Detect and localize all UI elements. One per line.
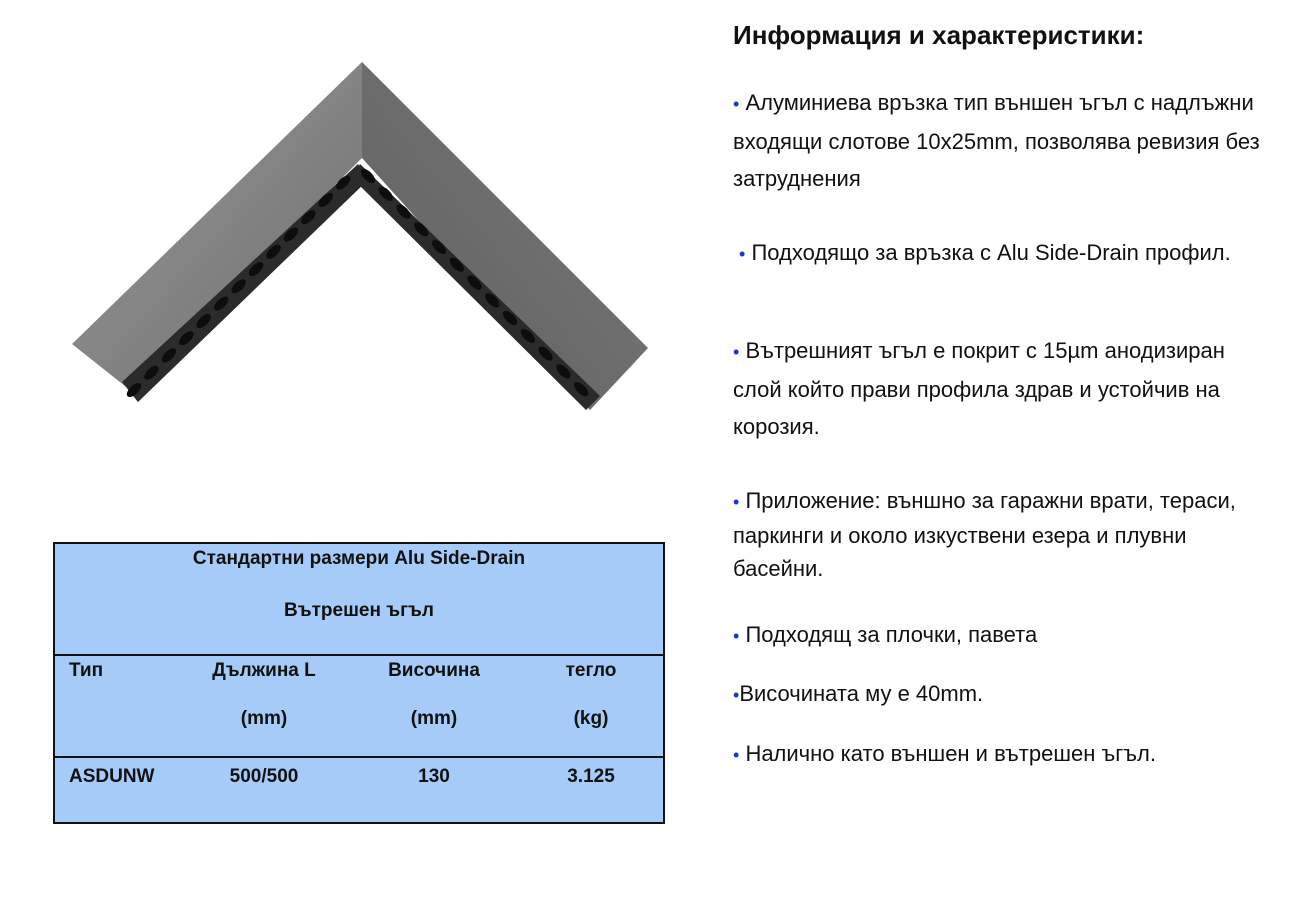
product-image [70,60,650,420]
bullet-dot-icon: • [733,94,740,114]
cell-weight: 3.125 [567,766,615,787]
bullet-item [733,484,1273,585]
header-height: Височина (mm) [349,655,519,757]
table-caption [54,543,664,655]
spec-table [53,542,665,824]
bullet-item [733,675,1273,714]
bullet-dot-icon: • [733,342,740,362]
bullet-item [733,616,1273,655]
bullet-dot-icon: • [733,685,740,705]
bullet-dot-icon: • [739,244,746,264]
bullet-text: Приложение: външно за гаражни врати, тераси, паркинги и около изкуствени езера и плувни басейни. [733,488,1236,581]
bullet-item [733,332,1273,445]
table-caption-line2: Вътрешен ъгъл [284,600,434,621]
header-type: Тип [54,655,179,757]
bullet-item [733,735,1273,774]
bullet-dot-icon: • [733,745,740,765]
header-weight: тегло (kg) [519,655,664,757]
info-title: Информация и характеристики: [733,20,1145,50]
bullet-item [733,234,1279,273]
cell-length: 500/500 [229,766,299,787]
bullet-text: Вътрешният ъгъл е покрит с 15µm анодизиран слой който прави профила здрав и устойчив на корозия. [733,338,1225,439]
cell-type: ASDUNW [69,766,155,787]
bullet-item [733,84,1273,197]
bullet-text: Височината му е 40mm. [739,681,984,706]
bullet-text: Налично като външен и вътрешен ъгъл. [745,741,1156,766]
profile-right-face [362,62,648,410]
cell-height: 130 [418,766,450,787]
table-caption-line1: Стандартни размери Alu Side-Drain [192,548,526,569]
bullet-dot-icon: • [733,492,740,512]
bullet-text: Подходящ за плочки, павета [745,622,1038,647]
header-length: Дължина L (mm) [179,655,349,757]
bullet-text: Подходящо за връзка с Alu Side-Drain профил. [751,240,1231,265]
table-header-row [54,655,664,757]
bullet-text: Алуминиева връзка тип външен ъгъл с надлъжни входящи слотове 10x25mm, позволява ревизия без затруднения [733,90,1260,191]
table-row [54,757,664,823]
bullet-dot-icon: • [733,626,740,646]
